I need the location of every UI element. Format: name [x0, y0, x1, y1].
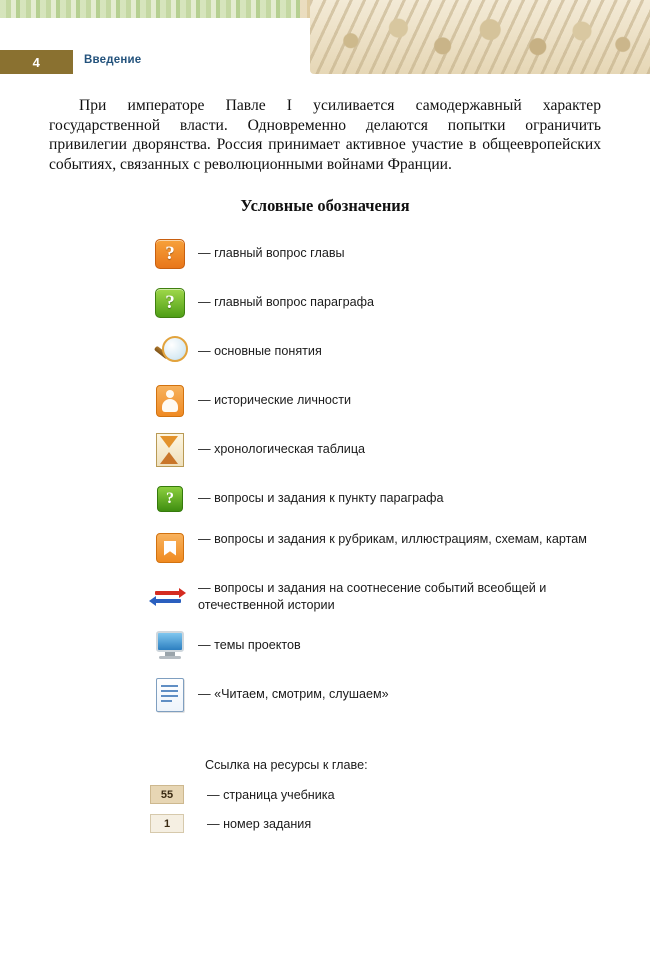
person-head — [166, 390, 174, 398]
arrows-shape — [153, 586, 187, 608]
legend-heading: Условные обозначения — [240, 196, 410, 215]
two-arrows-icon — [148, 575, 192, 619]
legend-item-label: — вопросы и задания к пункту параграфа — [198, 491, 444, 505]
monitor-icon — [148, 624, 192, 668]
list-item — [148, 428, 618, 476]
arrow-red — [155, 591, 181, 595]
document-shape — [156, 678, 184, 712]
legend-item-label: — главный вопрос параграфа — [198, 295, 374, 309]
flag-orange-icon — [148, 526, 192, 570]
legend-item-label: — темы проектов — [198, 638, 301, 652]
question-mark-green-glyph: ? — [155, 288, 185, 318]
arrow-blue — [155, 599, 181, 603]
legend-list — [148, 232, 618, 722]
resources-title: Ссылка на ресурсы к главе: — [205, 758, 368, 772]
section-title: Введение — [84, 54, 142, 66]
arrow-blue-tip — [149, 596, 156, 606]
magnifier-shape — [150, 335, 190, 369]
arrow-red-tip — [179, 588, 186, 598]
magnifier-lens — [162, 336, 188, 362]
person-icon — [148, 379, 192, 423]
legend-item-label: — «Читаем, смотрим, слушаем» — [198, 687, 389, 701]
list-item — [160, 783, 625, 806]
legend-item-label: — вопросы и задания к рубрикам, иллюстрациям, схемам, картам — [198, 532, 587, 546]
task-number-chip: 1 — [150, 814, 184, 833]
document-line — [161, 685, 178, 687]
monitor-base — [159, 656, 181, 659]
list-item — [148, 477, 618, 525]
page-header — [0, 50, 650, 74]
list-item — [148, 575, 618, 623]
monitor-screen — [156, 631, 184, 652]
list-item — [148, 673, 618, 721]
list-item — [148, 624, 618, 672]
document-line — [161, 690, 178, 692]
list-item — [148, 330, 618, 378]
question-mark-orange-glyph: ? — [155, 239, 185, 269]
page-reference-chip: 55 — [150, 785, 184, 804]
resources-block — [160, 758, 625, 841]
question-mark-green-icon — [148, 281, 192, 325]
flag-shape — [156, 533, 184, 563]
hourglass-icon — [148, 428, 192, 472]
list-item — [148, 232, 618, 280]
list-item — [148, 281, 618, 329]
document-icon — [148, 673, 192, 717]
legend-item-label: — вопросы и задания на соотнесение событий всеобщей и отечественной истории — [198, 581, 547, 612]
list-item — [148, 379, 618, 427]
hourglass-shape — [156, 433, 184, 467]
page-number: 4 — [0, 50, 73, 74]
monitor-shape — [154, 631, 186, 661]
person-shape — [156, 385, 184, 417]
list-item — [163, 812, 625, 835]
flag-mark — [164, 541, 176, 556]
resource-item-label: — номер задания — [207, 816, 312, 831]
intro-paragraph: При императоре Павле I усиливается самодержавный характер государственной власти. Одновременно делаются попытки ограничить привилегии дворянства. Россия принимает активное участие в общеевропейских событиях, связанных с революционными войнами Франции. — [49, 97, 601, 173]
question-mark-green-small-glyph: ? — [157, 486, 183, 512]
document-line — [161, 695, 178, 697]
legend-item-label: — исторические личности — [198, 393, 352, 407]
question-mark-green-small-icon — [148, 477, 192, 521]
page-content — [49, 96, 601, 216]
question-mark-orange-icon — [148, 232, 192, 276]
person-body — [162, 399, 178, 412]
resource-item-label: — страница учебника — [207, 787, 335, 802]
legend-item-label: — хронологическая таблица — [198, 442, 366, 456]
list-item — [148, 526, 618, 574]
legend-item-label: — главный вопрос главы — [198, 246, 345, 260]
legend-item-label: — основные понятия — [198, 344, 322, 358]
band-left-pattern — [0, 0, 300, 18]
document-line — [161, 700, 172, 702]
magnifier-icon — [148, 330, 192, 374]
